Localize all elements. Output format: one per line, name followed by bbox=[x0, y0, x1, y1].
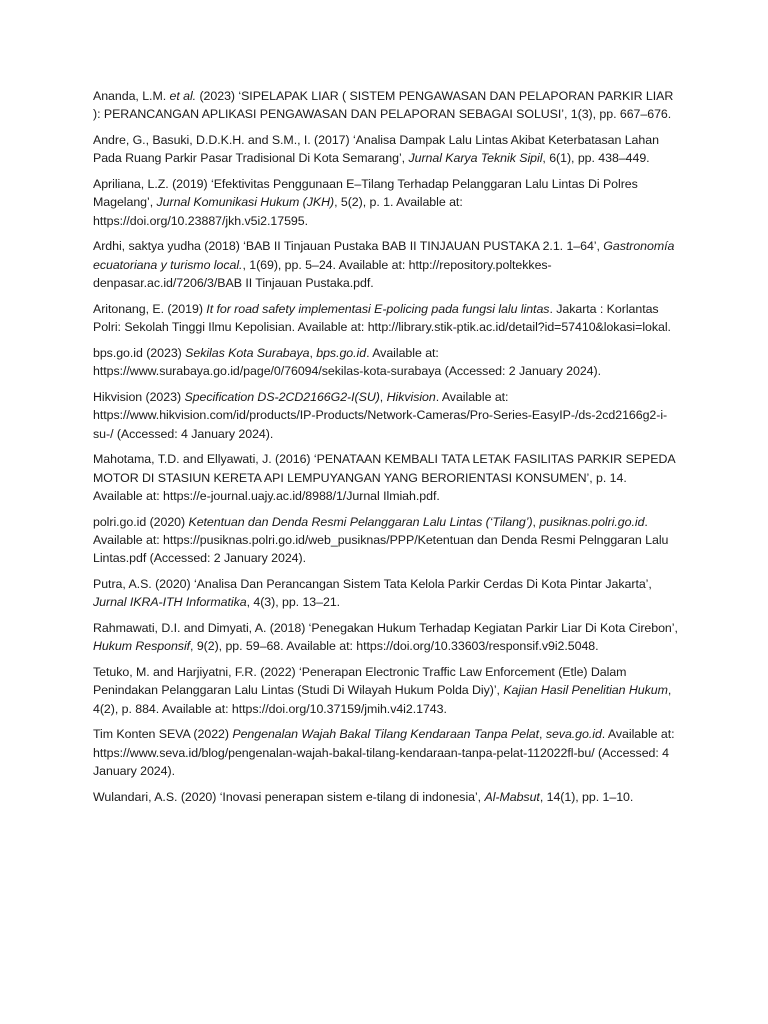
reference-text: Putra, A.S. (2020) ‘Analisa Dan Perancangan Sistem Tata Kelola Parkir Cerdas Di Kota Pintar Jakarta’, bbox=[93, 577, 652, 592]
reference-italic-text: Gastronomía ecuatoriana y turismo local. bbox=[93, 239, 675, 272]
reference-text: Ardhi, saktya yudha (2018) ‘BAB II Tinjauan Pustaka BAB II TINJAUAN PUSTAKA 2.1. 1–64’, bbox=[93, 239, 604, 254]
reference-entry bbox=[93, 87, 678, 124]
reference-entry bbox=[93, 788, 678, 806]
reference-text: Wulandari, A.S. (2020) ‘Inovasi penerapan sistem e-tilang di indonesia’, bbox=[93, 789, 485, 804]
reference-text: , 5(2), p. 1. Available at: https://doi.org/10.23887/jkh.v5i2.17595. bbox=[93, 195, 463, 228]
reference-text: , 6(1), pp. 438–449. bbox=[542, 151, 650, 166]
reference-entry bbox=[93, 344, 678, 381]
reference-text: . Available at: https://pusiknas.polri.go.id/web_pusiknas/PPP/Ketentuan dan Denda Resmi Pelnggaran Lalu Lintas.pdf (Accessed: 2 January 2024). bbox=[93, 514, 669, 566]
reference-text: . Jakarta : Korlantas Polri: Sekolah Tinggi Ilmu Kepolisian. Available at: http://library.stik-ptik.ac.id/detail?id=57410&lokasi=lokal. bbox=[93, 301, 671, 335]
reference-text: polri.go.id (2020) bbox=[93, 514, 189, 529]
reference-list bbox=[93, 87, 678, 813]
reference-italic-text: Hikvision bbox=[386, 389, 436, 404]
reference-entry bbox=[93, 725, 678, 780]
reference-italic-text: Sekilas Kota Surabaya bbox=[185, 345, 310, 360]
reference-italic-text: Pengenalan Wajah Bakal Tilang Kendaraan Tanpa Pelat bbox=[232, 727, 540, 742]
reference-entry bbox=[93, 237, 678, 292]
reference-text: , bbox=[379, 389, 387, 404]
reference-text: , 4(2), p. 884. Available at: https://doi.org/10.37159/jmih.v4i2.1743. bbox=[93, 683, 672, 716]
reference-text: Mahotama, T.D. and Ellyawati, J. (2016) ‘PENATAAN KEMBALI TATA LETAK FASILITAS PARKIR SEPEDA MOTOR DI STASIUN KERETA API LEMPUYANGAN YANG BERORIENTASI KONSUMEN’, p. 14. Available at: https://e-journal.uajy.ac.id/8988/1/Jurnal Ilmiah.pdf. bbox=[93, 452, 675, 504]
reference-italic-text: et al. bbox=[169, 89, 197, 103]
reference-italic-text: pusiknas.polri.go.id bbox=[539, 514, 645, 529]
reference-entry bbox=[93, 300, 678, 337]
reference-text: , bbox=[539, 727, 546, 742]
reference-text: Aritonang, E. (2019) bbox=[93, 301, 207, 316]
reference-italic-text: Hukum Responsif bbox=[93, 639, 191, 654]
reference-text: , 9(2), pp. 59–68. Available at: https://doi.org/10.33603/responsif.v9i2.5048. bbox=[190, 639, 599, 654]
reference-entry bbox=[93, 513, 678, 568]
reference-entry bbox=[93, 450, 678, 505]
reference-italic-text: Jurnal Komunikasi Hukum (JKH) bbox=[156, 195, 335, 210]
reference-italic-text: Specification DS-2CD2166G2-I(SU) bbox=[184, 389, 380, 404]
reference-entry bbox=[93, 175, 678, 230]
reference-text: bps.go.id (2023) bbox=[93, 345, 186, 360]
reference-text: , 14(1), pp. 1–10. bbox=[539, 789, 634, 804]
reference-italic-text: bps.go.id bbox=[316, 345, 367, 360]
reference-italic-text: Al-Mabsut bbox=[484, 789, 540, 804]
reference-text: Tetuko, M. and Harjiyatni, F.R. (2022) ‘Penerapan Electronic Traffic Law Enforcement (Etle) Dalam Penindakan Pelanggaran Lalu Lintas (Studi Di Wilayah Hukum Polda Diy)’, bbox=[93, 665, 627, 698]
reference-text: . Available at: https://www.surabaya.go.id/page/0/76094/sekilas-kota-surabaya (Accessed: 2 January 2024). bbox=[93, 345, 601, 379]
reference-text: (2023) ‘SIPELAPAK LIAR ( SISTEM PENGAWASAN DAN PELAPORAN PARKIR LIAR ): PERANCANGAN APLIKASI PENGAWASAN DAN PELAPORAN SEBAGAI SOLUSI’, 1(3), pp. 667–676. bbox=[93, 89, 674, 122]
reference-italic-text: Jurnal Karya Teknik Sipil bbox=[408, 151, 543, 166]
reference-text: . Available at: https://www.seva.id/blog/pengenalan-wajah-bakal-tilang-kendaraan-tanpa-pelat-112022fl-bu/ (Accessed: 4 January 2024). bbox=[93, 727, 675, 779]
reference-entry bbox=[93, 388, 678, 443]
reference-italic-text: seva.go.id bbox=[545, 727, 602, 742]
reference-text: Andre, G., Basuki, D.D.K.H. and S.M., I. (2017) ‘Analisa Dampak Lalu Lintas Akibat Keterbatasan Lahan Pada Ruang Parkir Pasar Tradisional Di Kota Semarang’, bbox=[93, 133, 659, 166]
reference-entry bbox=[93, 619, 678, 656]
reference-text: Ananda, L.M. bbox=[93, 89, 170, 103]
reference-italic-text: It for road safety implementasi E-policing pada fungsi lalu lintas bbox=[206, 301, 550, 316]
reference-entry bbox=[93, 575, 678, 612]
reference-text: . Available at: https://www.hikvision.com/id/products/IP-Products/Network-Cameras/Pro-Series-EasyIP-/ds-2cd2166g2-i-su-/ (Accessed: 4 January 2024). bbox=[93, 389, 668, 441]
reference-text: Rahmawati, D.I. and Dimyati, A. (2018) ‘Penegakan Hukum Terhadap Kegiatan Parkir Liar Di Kota Cirebon’, bbox=[93, 621, 678, 636]
reference-text: , bbox=[532, 514, 540, 529]
reference-italic-text: Ketentuan dan Denda Resmi Pelanggaran Lalu Lintas (‘Tilang’) bbox=[188, 514, 533, 529]
reference-text: Apriliana, L.Z. (2019) ‘Efektivitas Penggunaan E–Tilang Terhadap Pelanggaran Lalu Lintas Di Polres Magelang’, bbox=[93, 177, 638, 210]
reference-text: , 4(3), pp. 13–21. bbox=[246, 595, 341, 610]
reference-entry bbox=[93, 131, 678, 168]
reference-text: Tim Konten SEVA (2022) bbox=[93, 727, 233, 742]
reference-italic-text: Kajian Hasil Penelitian Hukum bbox=[503, 683, 668, 698]
reference-italic-text: Jurnal IKRA-ITH Informatika bbox=[93, 595, 247, 610]
reference-entry bbox=[93, 663, 678, 718]
reference-text: , bbox=[309, 345, 317, 360]
reference-text: Hikvision (2023) bbox=[93, 389, 185, 404]
reference-text: , 1(69), pp. 5–24. Available at: http://repository.poltekkes-denpasar.ac.id/7206/3/BAB II Tinjauan Pustaka.pdf. bbox=[93, 257, 552, 291]
